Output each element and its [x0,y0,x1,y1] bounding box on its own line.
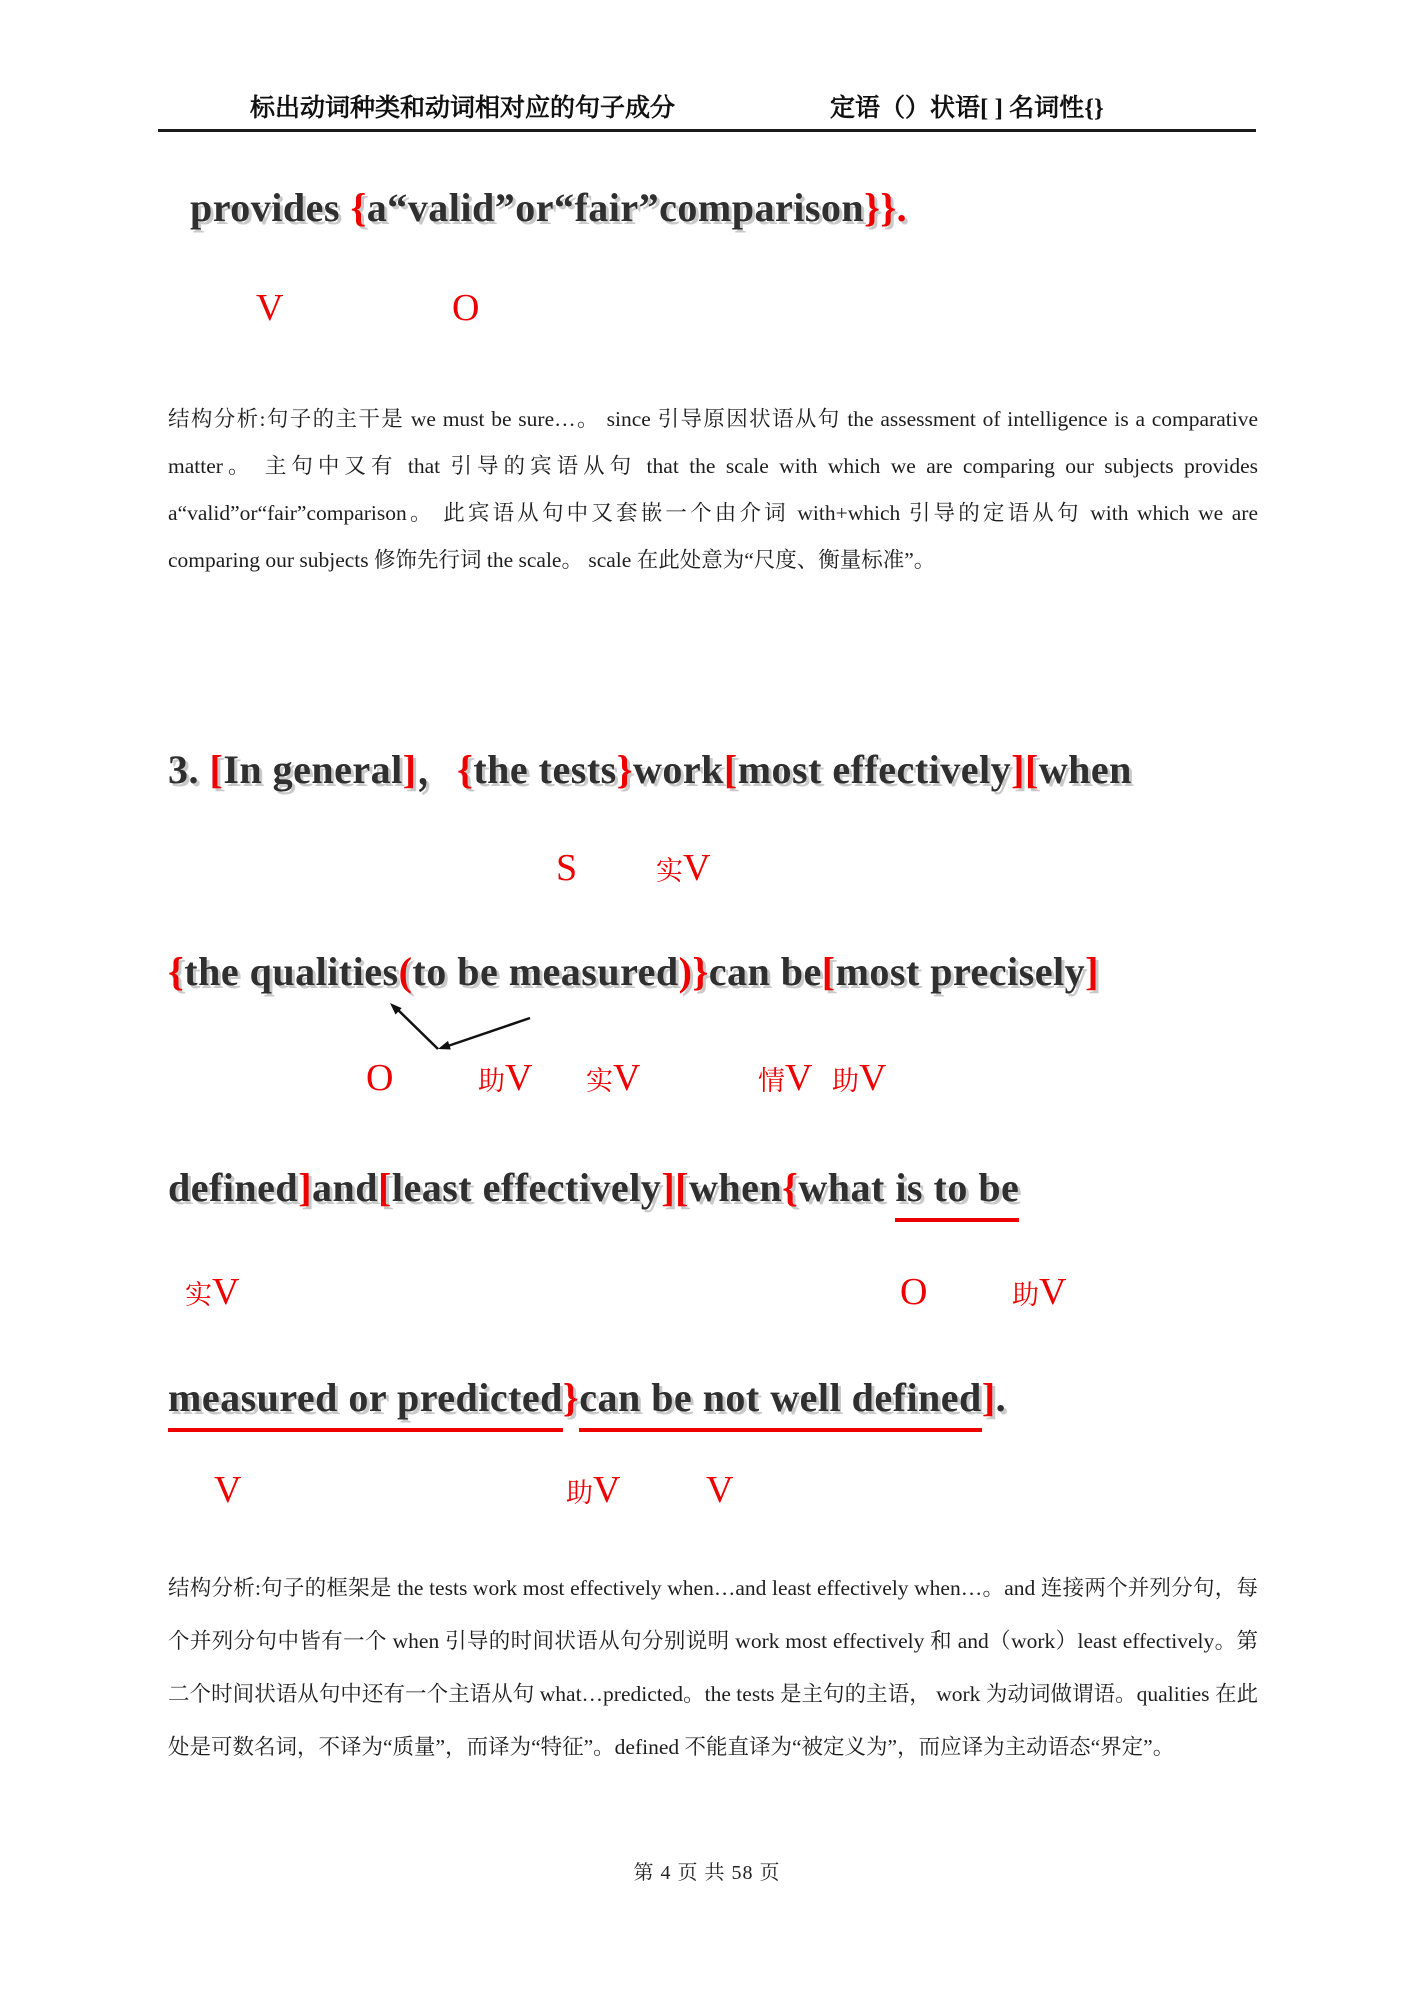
grammar-label-zhuv [832,1056,886,1100]
grammar-label-cn: 助 [478,1066,505,1096]
grammar-label-cn: 实 [185,1280,212,1310]
seg: least effectively [391,1165,662,1210]
sentence3-line2 [168,948,1099,995]
seg: when [1038,747,1132,792]
header-legend: 定语（）状语[ ] 名词性{} [830,95,1104,122]
grammar-label-cn: 情 [758,1066,785,1096]
grammar-label-en: V [505,1057,533,1099]
seg: defined [168,1165,299,1210]
grammar-label-o [366,1056,393,1100]
grammar-label-zhuv [478,1056,532,1100]
grammar-label-en: O [366,1057,394,1099]
bracket: ( [398,949,413,994]
sentence3-label-row-1 [0,846,1414,898]
seg: most precisely [835,949,1086,994]
bracket: [ [821,949,836,994]
sentence3-label-row-2 [0,1056,1414,1108]
sentence2-label-row [0,286,1414,338]
bracket: [ [209,747,224,792]
underlined-seg: measured or predicted [168,1375,563,1432]
grammar-label-en: V [212,1271,240,1313]
grammar-label-en: V [593,1469,621,1511]
sentence3-line1 [168,738,1132,795]
bracket: { [168,949,185,994]
header-left-title: 标出动词种类和动词相对应的句子成分 [250,95,676,122]
bracket: [ [723,747,738,792]
grammar-label-cn: 助 [566,1478,593,1508]
grammar-label-en: V [859,1057,887,1099]
grammar-label-qingv [758,1056,812,1100]
underlined-seg: can be not well defined [579,1375,982,1432]
underlined-seg: is to be [895,1165,1019,1222]
sentence2-seg-2: a“valid”or“fair”comparison [366,185,865,230]
bracket: ] [1085,949,1099,994]
bracket: { [782,1165,799,1210]
grammar-label-cn: 助 [832,1066,859,1096]
bracket: [ [378,1165,392,1210]
grammar-label-shiv [656,846,710,890]
grammar-label-o [452,286,479,330]
sentence3-analysis: 结构分析:句子的框架是 the tests work most effectively when…and least effectively when…。and 连接两个并列分句，每个并列分句中皆有一个 when 引导的时间状语从句分别说明 work most effectively 和 and（work）least effectively。第二个时间状语从句中还有一个主语从句 what…predicted。the tests 是主句的主语， work 为动词做谓语。qualities 在此处是可数名词，不译为“质量”，而译为“特征”。defined 不能直译为“被定义为”，而应译为主动语态“界定”。 [168,1576,1258,1759]
grammar-label-en: V [256,287,284,329]
seg: most effectively [737,747,1012,792]
grammar-label-s [556,846,577,890]
bracket: ] [981,1375,996,1420]
seg: what [798,1165,896,1210]
bracket: ][ [1011,747,1039,792]
sentence2-seg-3: }}. [864,185,908,230]
sentence3-line4 [168,1374,1006,1421]
sentence2-analysis: 结构分析:句子的主干是 we must be sure…。 since 引导原因状语从句 the assessment of intelligence is a comparative matter。 主句中又有 that 引导的宾语从句 that the scale with which we are comparing our subjects provides a“valid”or“fair”comparison。 此宾语从句中又套嵌一个由介词 with+which 引导的定语从句 with which we are comparing our subjects 修饰先行词 the scale。 scale 在此处意为“尺度、衡量标准”。 [168,407,1258,572]
seg: to be measured [412,949,679,994]
bracket: )} [678,949,709,994]
seg: when [688,1165,783,1210]
grammar-label-en: V [785,1057,813,1099]
sentence2-seg-1: { [350,185,367,230]
sentence2-seg-0: provides [190,185,351,230]
grammar-label-en: V [706,1469,734,1511]
seg: In general [223,747,403,792]
grammar-label-zhuv [1012,1270,1066,1314]
grammar-label-en: O [452,287,480,329]
bracket: } [616,747,633,792]
seg: . [995,1375,1007,1420]
grammar-label-en: V [1039,1271,1067,1313]
grammar-label-cn: 助 [1012,1280,1039,1310]
seg: 3. [168,747,210,792]
grammar-label-zhuv [566,1468,620,1512]
grammar-label-cn: 实 [656,856,683,886]
grammar-label-shiv [185,1270,239,1314]
annotation-arrow-icon [368,993,548,1063]
sentence3-label-row-3 [0,1270,1414,1322]
seg: the qualities [184,949,399,994]
seg: work [632,747,724,792]
grammar-label-o [900,1270,927,1314]
header-rule [158,129,1256,132]
seg: ， [416,747,458,792]
seg: can be [708,949,822,994]
seg: and [312,1165,379,1210]
grammar-label-v [706,1468,733,1512]
bracket: ] [402,747,417,792]
grammar-label-shiv [586,1056,640,1100]
bracket: { [457,747,474,792]
sentence3-line3 [168,1164,1019,1211]
sentence2-line [190,184,907,231]
grammar-label-cn: 实 [586,1066,613,1096]
bracket: ][ [661,1165,689,1210]
page-number: 第 4 页 共 58 页 [633,1862,781,1884]
grammar-label-en: S [556,847,578,889]
grammar-label-v [214,1468,241,1512]
grammar-label-en: V [214,1469,242,1511]
seg: the tests [473,747,617,792]
bracket: ] [298,1165,313,1210]
grammar-label-en: V [613,1057,641,1099]
grammar-label-en: O [900,1271,928,1313]
grammar-label-en: V [683,847,711,889]
bracket: } [562,1375,580,1420]
grammar-label-v [256,286,283,330]
sentence3-label-row-4 [0,1468,1414,1520]
